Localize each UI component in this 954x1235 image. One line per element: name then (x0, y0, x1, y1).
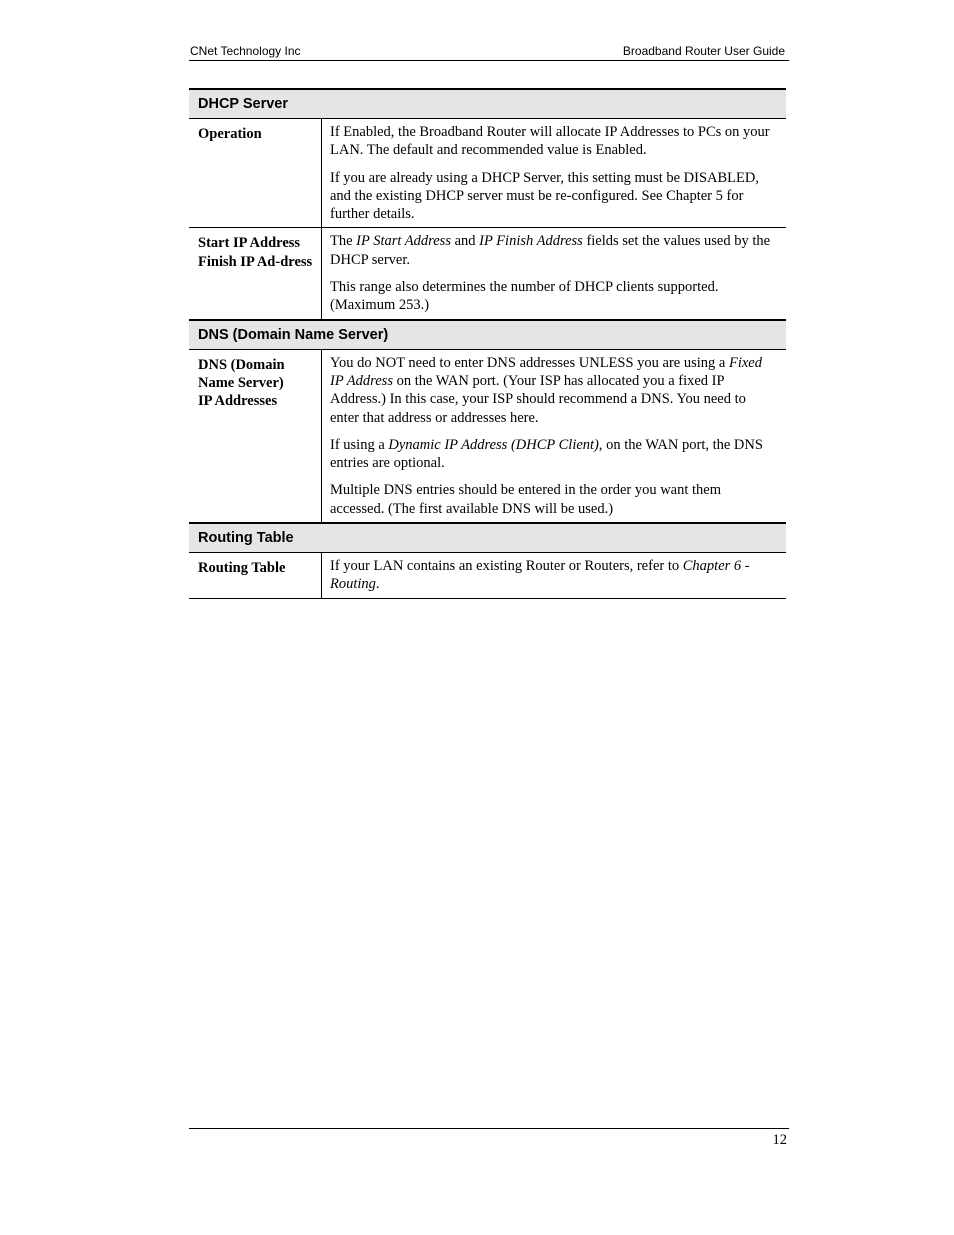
table-row (189, 228, 786, 320)
section-routing-table (189, 523, 786, 553)
description-paragraph (330, 232, 778, 269)
page-footer (189, 1128, 789, 1148)
text-run: , on the WAN port, the DNS entries are optional. (330, 436, 763, 472)
term-ip-finish-address: IP Finish Address (479, 233, 583, 250)
label-line: Start IP Address (198, 235, 301, 252)
section-heading: Routing Table (189, 523, 786, 553)
text-run: . (375, 576, 380, 593)
label-line: IP Addresses (198, 393, 278, 410)
section-dhcp-server (189, 89, 786, 119)
table-row (189, 119, 786, 228)
table-row (189, 553, 786, 599)
text-run: If using a (330, 436, 389, 453)
row-label-ip-range (189, 228, 322, 320)
chapter-reference: Chapter 6 - Routing (330, 558, 750, 593)
row-description (322, 553, 787, 599)
description-paragraph: Multiple DNS entries should be entered in the order you want them accessed. (The first available DNS will be used.) (330, 482, 722, 517)
description-paragraph (330, 557, 778, 594)
section-heading: DHCP Server (189, 89, 786, 119)
text-run: You do NOT need to enter DNS addresses UNLESS you are using a (330, 354, 729, 371)
header-company: CNet Technology Inc (190, 44, 301, 58)
row-description (322, 228, 787, 320)
label-line: DNS (Domain Name Server) (198, 356, 285, 391)
term-ip-start-address: IP Start Address (356, 233, 451, 250)
text-run: The (330, 233, 357, 250)
page-number: 12 (772, 1132, 787, 1148)
text-run: on the WAN port. (Your ISP has allocated you a fixed IP Address.) In this case, your ISP should recommend a DNS. You need to enter that address or addresses here. (330, 372, 746, 426)
description-paragraph: This range also determines the number of DHCP clients supported. (Maximum 253.) (330, 279, 719, 314)
description-paragraph: If you are already using a DHCP Server, this setting must be DISABLED, and the existing DHCP server must be re-configured. See Chapter 5 for further details. (330, 169, 759, 223)
header-title: Broadband Router User Guide (622, 44, 785, 58)
row-description (322, 349, 787, 523)
section-heading: DNS (Domain Name Server) (189, 320, 786, 350)
term-fixed-ip-address: Fixed IP Address (330, 354, 762, 389)
description-paragraph (330, 436, 778, 473)
row-label-routing-table: Routing Table (189, 553, 322, 599)
description-paragraph: If Enabled, the Broadband Router will allocate IP Addresses to PCs on your LAN. The default and recommended value is Enabled. (330, 124, 770, 159)
table-row (189, 349, 786, 523)
label-line: Finish IP Ad-dress (198, 253, 313, 270)
text-run: fields set the values used by the DHCP server. (330, 233, 771, 268)
row-label-operation: Operation (189, 119, 322, 228)
page-header (189, 41, 789, 61)
row-description (322, 119, 787, 228)
section-dns (189, 320, 786, 350)
description-paragraph (330, 354, 778, 427)
settings-table (189, 88, 786, 599)
row-label-dns (189, 349, 322, 523)
text-run: and (450, 233, 480, 250)
text-run: If your LAN contains an existing Router or Routers, refer to (330, 558, 683, 575)
term-dynamic-ip-address: Dynamic IP Address (DHCP Client) (388, 436, 599, 453)
